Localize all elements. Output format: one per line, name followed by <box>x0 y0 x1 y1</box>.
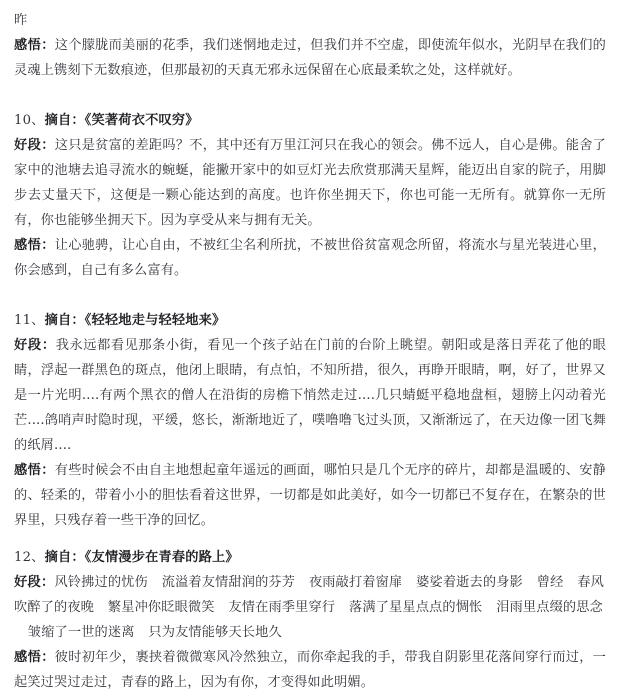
insight-label: 感悟： <box>14 650 55 665</box>
section-number: 12、 <box>14 550 45 565</box>
section-number: 10、 <box>14 113 45 128</box>
excerpt-phrase: 泪雨里点缀的思念 <box>496 600 603 615</box>
insight-paragraph-10 <box>14 233 606 283</box>
excerpt-phrase: 皱缩了一世的迷离 <box>27 625 135 640</box>
excerpt-paragraph-11 <box>14 333 606 458</box>
excerpt-phrase: 春风吹醉了的夜晚 <box>14 575 604 615</box>
section-title-10 <box>14 108 606 133</box>
section-spacer <box>14 283 606 308</box>
excerpt-phrase: 婆娑着逝去的身影 <box>416 575 523 590</box>
source-title: 《笑著荷衣不叹穷》 <box>84 113 199 128</box>
excerpt-phrase: 繁星冲你眨眼微笑 <box>107 600 215 615</box>
section-title-12 <box>14 545 606 570</box>
excerpt-phrase: 只为友情能够天长地久 <box>148 625 282 640</box>
source-label: 摘自： <box>44 550 85 565</box>
excerpt-phrase: 曾经 <box>536 575 564 590</box>
insight-label: 感悟： <box>14 38 55 53</box>
insight-text: 彼时初年少，裹挟着微微寒风冷然独立，而你牵起我的手，带我自阴影里花落间穿行而过，一起笑过哭过走过，青春的路上，因为有你，才变得如此明媚。 <box>14 650 606 690</box>
excerpt-label: 好段： <box>14 575 55 590</box>
section-number: 11、 <box>14 313 45 328</box>
source-title: 《轻轻地走与轻轻地来》 <box>84 313 226 328</box>
excerpt-label: 好段： <box>14 138 55 153</box>
insight-paragraph-12 <box>14 645 606 695</box>
section-spacer <box>14 533 606 545</box>
excerpt-label: 好段： <box>14 338 56 353</box>
section-title-11 <box>14 308 606 333</box>
insight-label: 感悟： <box>14 463 55 478</box>
source-label: 摘自： <box>44 313 85 328</box>
excerpt-text: 我永远都看见那条小街，看见一个孩子站在门前的台阶上眺望。朝阳或是落日弄花了他的眼睛，浮起一群黑色的斑点，他闭上眼睛，有点怕，不知所措，很久，再睁开眼睛，啊，好了，世界又是一片光明....有两个黑衣的僧人在沿街的房檐下悄然走过....几只蜻蜓平稳地盘桓，翅膀上闪动着光芒....鸽哨声时隐时现，平缓，悠长，渐渐地近了，噗噜噜飞过头顶，又渐渐远了，在天边像一团飞舞的纸屑.... <box>14 338 607 453</box>
source-title: 《友情漫步在青春的路上》 <box>84 550 239 565</box>
excerpt-phrase: 风铃拂过的忧伤 <box>54 575 148 590</box>
section-spacer <box>14 83 606 108</box>
excerpt-phrase-list <box>14 575 604 640</box>
insight-paragraph-11 <box>14 458 606 533</box>
excerpt-phrase: 落满了星星点点的惆怅 <box>349 600 483 615</box>
excerpt-phrase: 友情在雨季里穿行 <box>228 600 336 615</box>
insight-text: 有些时候会不由自主地想起童年遥远的画面，哪怕只是几个无序的碎片，却都是温暖的、安静的、轻柔的，带着小小的胆怯看着这世界，一切都是如此美好，如今一切都已不复存在，在繁杂的世界里，只残存着一些干净的回忆。 <box>14 463 606 528</box>
insight-text: 这个朦胧而美丽的花季，我们迷惘地走过，但我们并不空虚，即使流年似水，光阴早在我们的灵魂上镌刻下无数痕迹，但那最初的天真无邪永远保留在心底最柔软之处，这样就好。 <box>14 38 606 78</box>
excerpt-text: 这只是贫富的差距吗？不，其中还有万里江河只在我心的领会。佛不远人，自心是佛。能舍了家中的池塘去追寻流水的蜿蜒，能撇开家中的如豆灯光去欣赏那满天星辉，能迈出自家的院子，用脚步去丈量天下，这便是一颗心能达到的高度。也许你坐拥天下，你也可能一无所有。就算你一无所有，你也能够坐拥天下。因为享受从来与拥有无关。 <box>14 138 606 228</box>
source-label: 摘自： <box>44 113 85 128</box>
insight-label: 感悟： <box>14 238 55 253</box>
orphan-line: 昨 <box>14 13 28 28</box>
excerpt-paragraph-10 <box>14 133 606 233</box>
excerpt-paragraph-12 <box>14 570 606 645</box>
insight-text: 让心驰骋，让心自由，不被红尘名利所扰，不被世俗贫富观念所留，将流水与星光装进心里，你会感到，自己有多么富有。 <box>14 238 606 278</box>
insight-paragraph-9 <box>14 33 606 83</box>
excerpt-phrase: 流溢着友情甜润的芬芳 <box>161 575 296 590</box>
excerpt-phrase: 夜雨敲打着窗扉 <box>308 575 403 590</box>
